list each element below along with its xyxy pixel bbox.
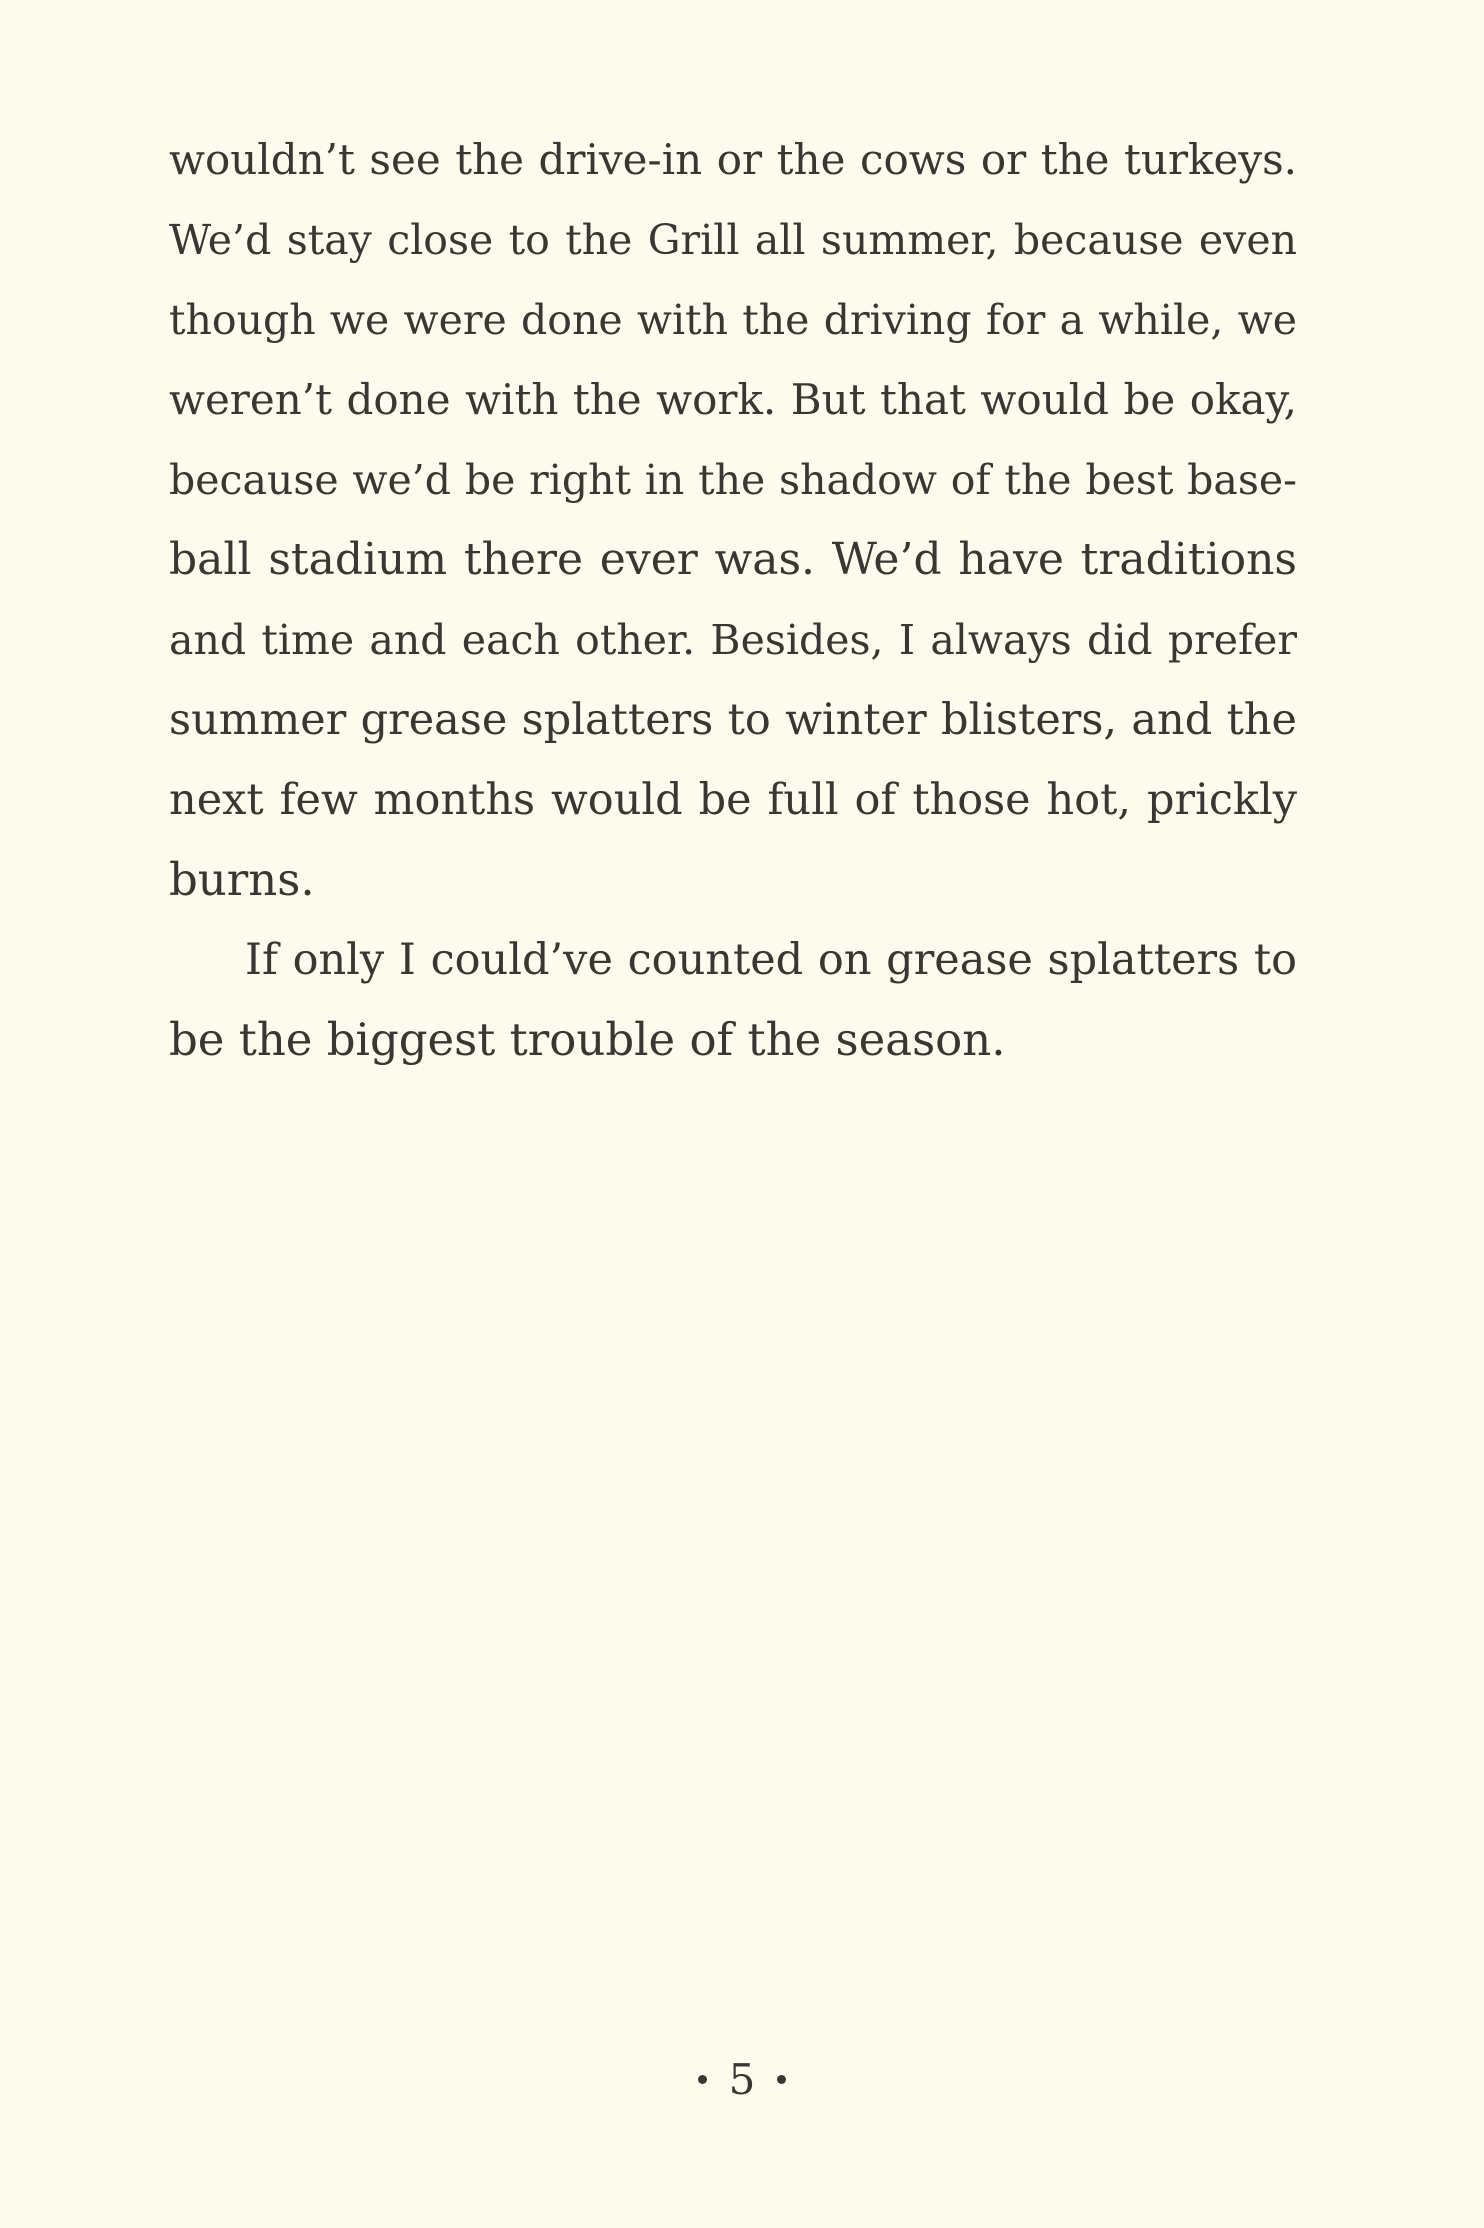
bullet-icon: [698, 2075, 707, 2084]
paragraph-1: [169, 120, 1297, 920]
text-line: wouldn’t see the drive-in or the cows or the turkeys.: [169, 135, 1297, 184]
text-line: burns.: [169, 853, 315, 906]
paragraph-2: [169, 920, 1297, 1080]
text-line: because we’d be right in the shadow of the best base-: [169, 456, 1297, 504]
text-line: and time and each other. Besides, I always did prefer: [169, 616, 1297, 664]
text-line: next few months would be full of those hot, prickly: [169, 775, 1297, 825]
text-line: weren’t done with the work. But that would be okay,: [169, 375, 1297, 424]
text-line: be the biggest trouble of the season.: [169, 1013, 1006, 1066]
text-line: summer grease splatters to winter blisters, and the: [169, 695, 1297, 745]
page-number: 5: [728, 2055, 756, 2104]
page-number-footer: [0, 2055, 1484, 2115]
text-line: though we were done with the driving for a while, we: [169, 296, 1297, 344]
page-body-text: [169, 120, 1297, 1080]
text-line: ball stadium there ever was. We’d have traditions: [169, 534, 1297, 585]
text-line: We’d stay close to the Grill all summer, because even: [169, 216, 1297, 264]
text-line: If only I could’ve counted on grease splatters to: [245, 935, 1297, 985]
bullet-icon: [777, 2075, 786, 2084]
